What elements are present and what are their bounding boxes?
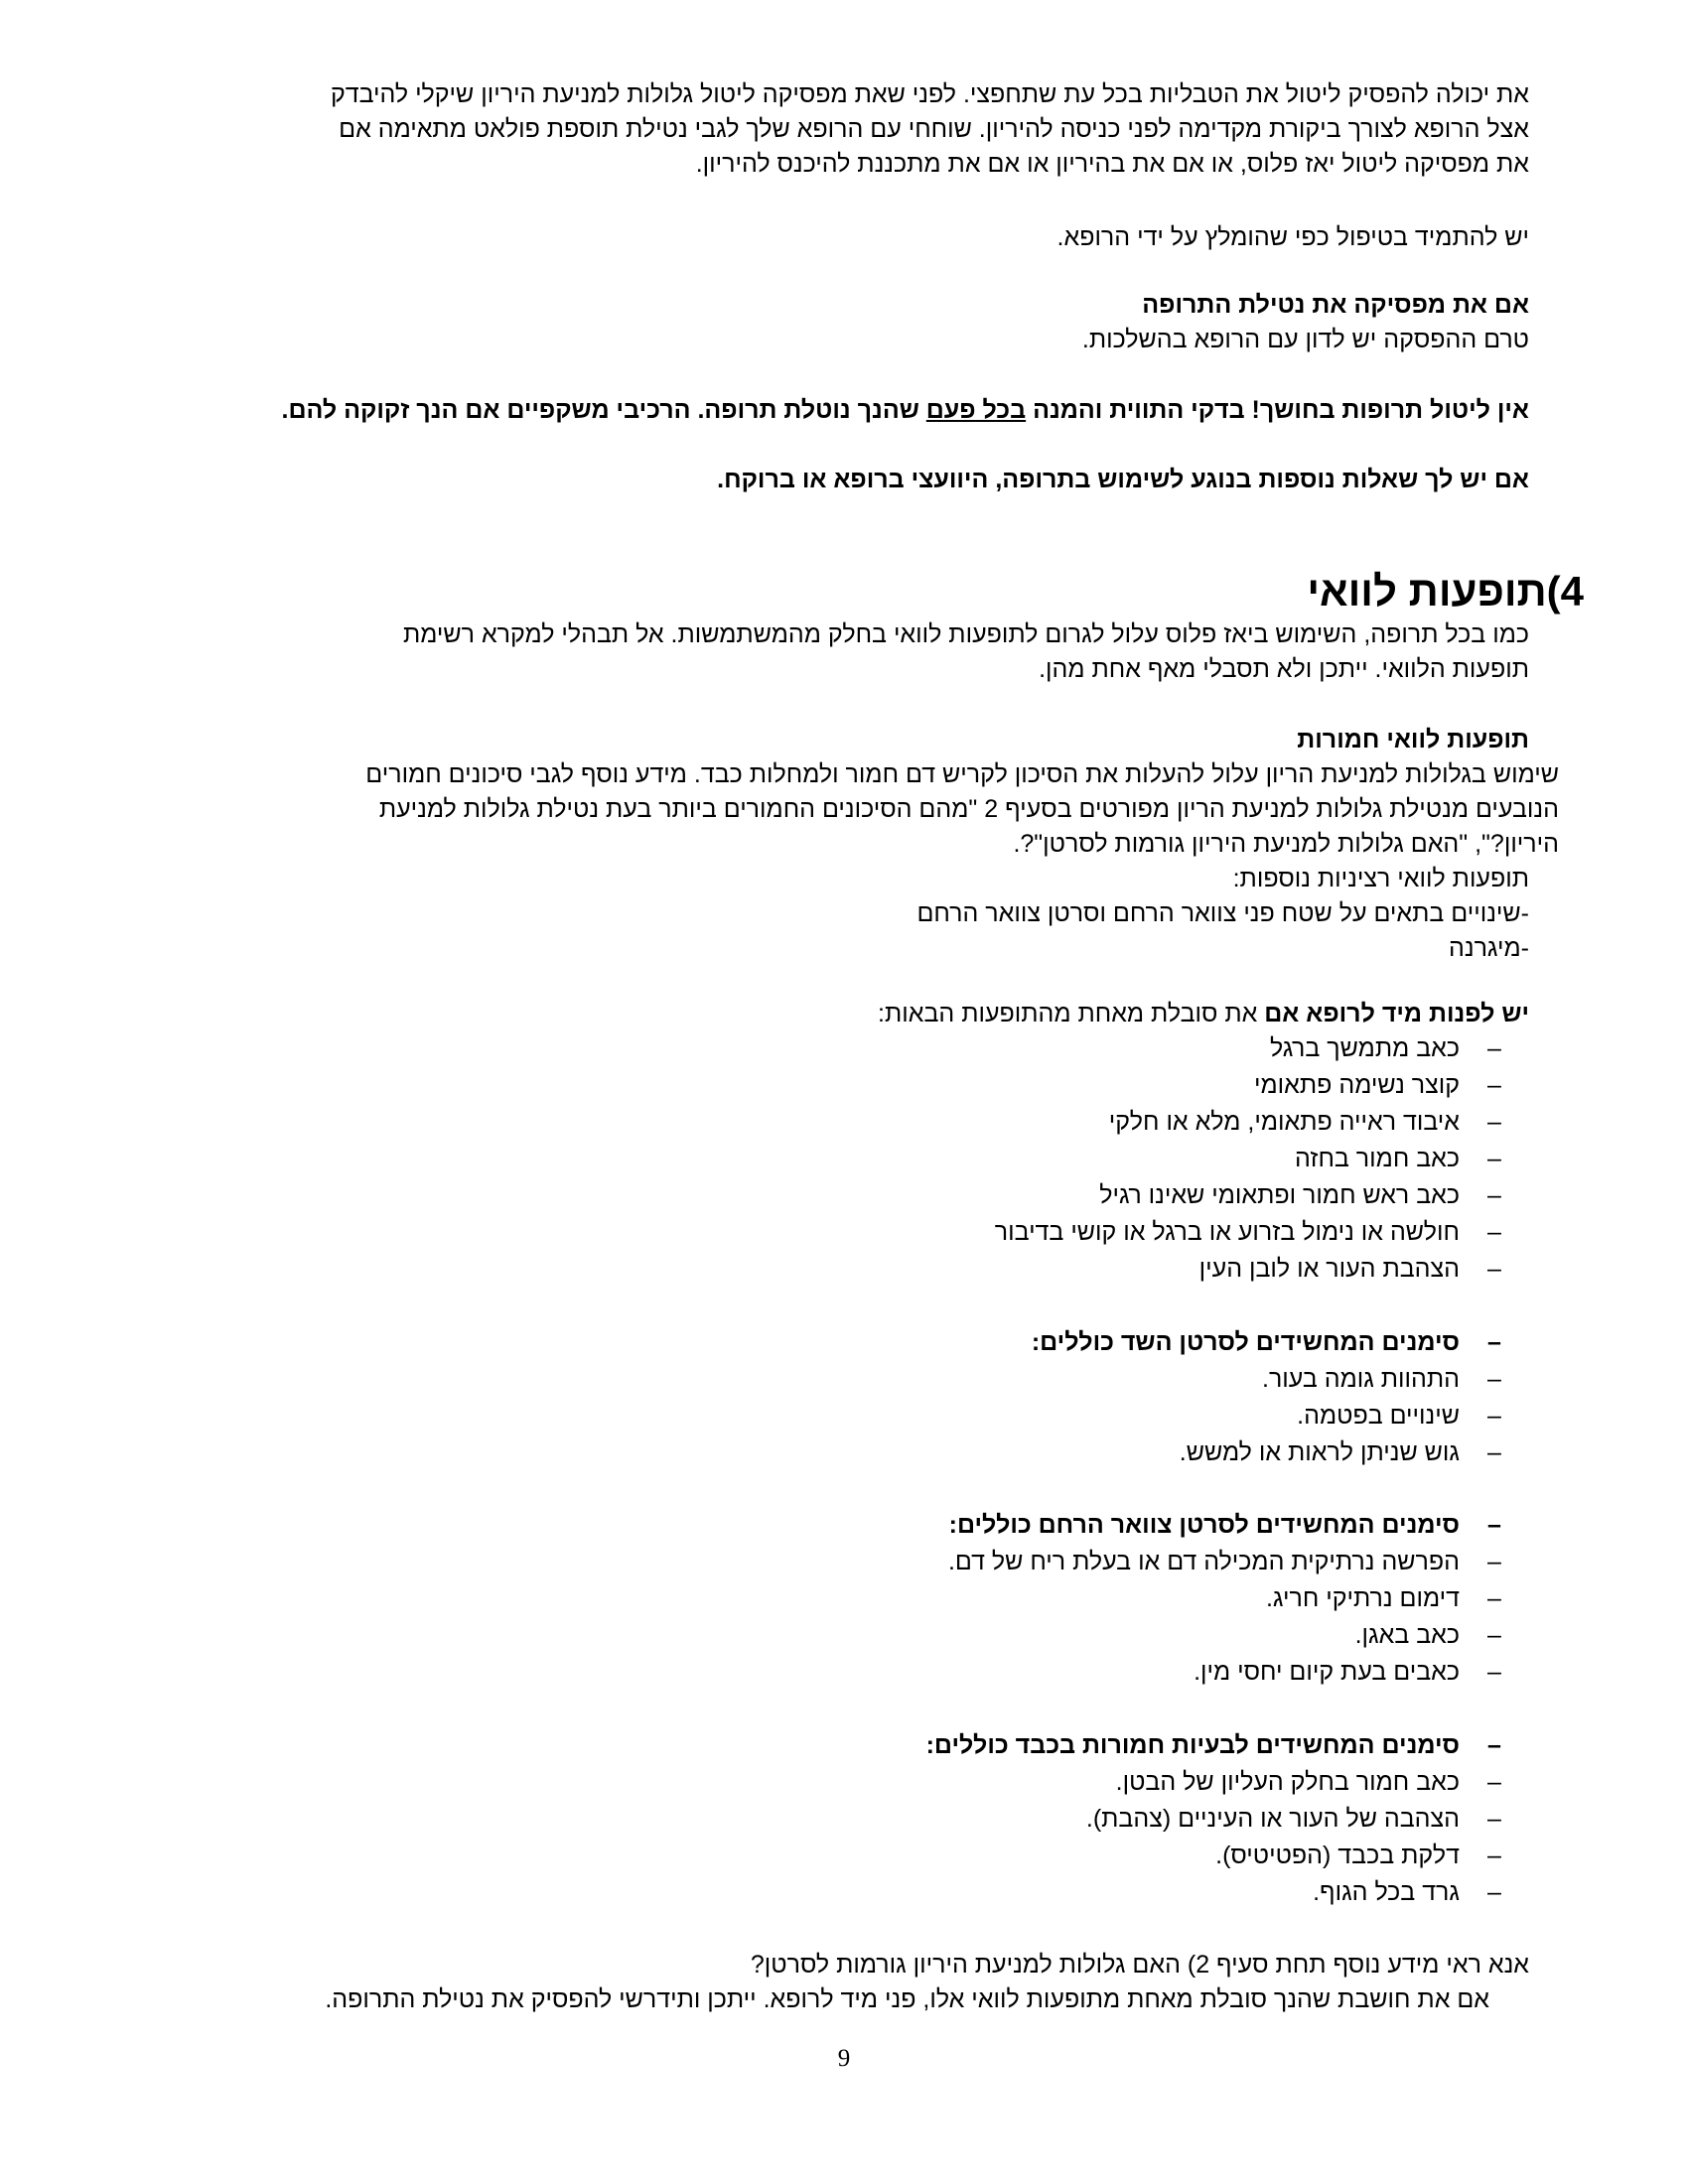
list-item: [735, 1030, 1529, 1067]
list-heading: [735, 1507, 1529, 1544]
serious-line-5: -שינויים בתאים על שטח פני צוואר הרחם וסרטן צוואר הרחם: [916, 899, 1529, 927]
list-item-text: שינויים בפטמה.: [1297, 1402, 1460, 1430]
cervix-heading: סימנים המחשידים לסרטן צוואר הרחם כוללים:: [948, 1511, 1460, 1539]
list-dash: –: [1487, 1328, 1501, 1356]
serious-line-1: שימוש בגלולות למניעת הריון עלול להעלות את הסיכון לקריש דם חמור ולמחלות כבד. מידע נוסף לגבי סיכונים חמורים: [365, 760, 1559, 788]
closing-line-2: אם את חושבת שהנך סובלת מאחת מתופעות לוואי אלו, פני מיד לרופא. ייתכן ותידרשי להפסיק את נטילת התרופה.: [325, 1985, 1489, 2013]
serious-line-4: תופעות לוואי רציניות נוספות:: [1232, 865, 1529, 892]
section-4-line-2: תופעות הלוואי. ייתכן ולא תסבלי מאף אחת מהן.: [1039, 655, 1529, 683]
list-item: [735, 1104, 1529, 1141]
warning-part-1: אין ליטול תרופות בחושך! בדקי התווית והמנה: [1026, 396, 1529, 424]
list-item-text: כאב באגן.: [1354, 1621, 1460, 1649]
list-dash: –: [1487, 1071, 1501, 1099]
questions-paragraph: [159, 463, 1529, 497]
questions-line: אם יש לך שאלות נוספות בנוגע לשימוש בתרופה, היוועצי ברופא או ברוקח.: [717, 466, 1529, 493]
doctor-rest: את סובלת מאחת מהתופעות הבאות:: [878, 1000, 1265, 1027]
list-dash: –: [1487, 1402, 1501, 1430]
list-item: [735, 1654, 1529, 1691]
page-number: 9: [837, 2045, 851, 2072]
list-dash: –: [1487, 1365, 1501, 1393]
list-item-text: כאב חמור בחלק העליון של הבטן.: [1115, 1768, 1460, 1796]
list-dash: –: [1487, 1584, 1501, 1612]
warning-part-2: שהנך נוטלת תרופה. הרכיבי משקפיים אם הנך זקוקה להם.: [281, 396, 926, 424]
list-dash: –: [1487, 1181, 1501, 1209]
list-item: [735, 1544, 1529, 1580]
section-4-line-1: כמו בכל תרופה, השימוש ביאז פלוס עלול לגרום לתופעות לוואי בחלק מהמשתמשות. אל תבהלי למקרא רשימת: [402, 620, 1529, 648]
list-dash: –: [1487, 1255, 1501, 1283]
list-dash: –: [1487, 1548, 1501, 1575]
doctor-intro: [159, 997, 1529, 1031]
serious-line-3: היריון?", "האם גלולות למניעת היריון גורמות לסרטן"?.: [1013, 830, 1559, 858]
list-item-text: חולשה או נימול בזרוע או ברגל או קושי בדיבור: [994, 1218, 1460, 1246]
intro-line-1: את יכולה להפסיק ליטול את הטבליות בכל עת שתחפצי. לפני שאת מפסיקה ליטול גלולות למניעת היריון שיקלי להיבדק: [330, 80, 1529, 108]
closing-paragraph: [149, 1948, 1529, 2017]
list-item-text: התהוות גומה בעור.: [1262, 1365, 1460, 1393]
list-item: [735, 1067, 1529, 1104]
list-item-text: כאבים בעת קיום יחסי מין.: [1194, 1658, 1460, 1686]
list-item-text: הצהבת העור או לובן העין: [1198, 1255, 1460, 1283]
list-dash: –: [1487, 1878, 1501, 1906]
stop-heading: אם את מפסיקה את נטילת התרופה: [1142, 291, 1529, 319]
doctor-symptom-list: [735, 1030, 1529, 1288]
section-4-intro: [238, 617, 1529, 687]
section-4-title: 4)תופעות לוואי: [1307, 568, 1584, 614]
liver-heading: סימנים המחשידים לבעיות חמורות בכבד כוללים:: [925, 1731, 1460, 1759]
list-heading: [735, 1324, 1529, 1361]
doctor-line: [159, 997, 1529, 1031]
cervical-cancer-signs: [735, 1507, 1529, 1691]
serious-side-effects: [159, 723, 1559, 966]
list-dash: –: [1487, 1621, 1501, 1649]
warning-line: [89, 393, 1529, 428]
list-item: [735, 1214, 1529, 1251]
list-item-text: כאב ראש חמור ופתאומי שאינו רגיל: [1099, 1181, 1460, 1209]
serious-heading: תופעות לוואי חמורות: [1297, 726, 1529, 753]
continue-treatment-text: [159, 220, 1529, 255]
list-dash: –: [1487, 1034, 1501, 1062]
list-item-text: הפרשה נרתיקית המכילה דם או בעלת ריח של דם.: [947, 1548, 1460, 1575]
list-item-text: דלקת בכבד (הפטיטיס).: [1215, 1842, 1460, 1869]
list-dash: –: [1487, 1145, 1501, 1172]
list-dash: –: [1487, 1805, 1501, 1833]
list-dash: –: [1487, 1731, 1501, 1759]
intro-paragraph: [159, 77, 1529, 182]
list-item: [735, 1874, 1529, 1911]
doctor-bold: יש לפנות מיד לרופא אם: [1264, 1000, 1529, 1027]
list-item: [735, 1434, 1529, 1471]
serious-line-6: -מיגרנה: [1449, 934, 1529, 962]
stop-section: [159, 288, 1529, 357]
list-item: [735, 1580, 1529, 1617]
list-dash: –: [1487, 1438, 1501, 1466]
warning-paragraph: [89, 393, 1529, 428]
list-item-text: הצהבה של העור או העיניים (צהבת).: [1085, 1805, 1460, 1833]
warning-underlined: בכל פעם: [925, 396, 1027, 424]
list-item: [735, 1764, 1529, 1801]
intro-line-2: אצל הרופא לצורך ביקורת מקדימה לפני כניסה להיריון. שוחחי עם הרופא שלך לגבי נטילת תוספת פולאט מתאימה אם: [339, 115, 1529, 143]
list-dash: –: [1487, 1658, 1501, 1686]
liver-problem-signs: [735, 1727, 1529, 1911]
list-item: [735, 1398, 1529, 1434]
list-heading: [735, 1727, 1529, 1764]
intro-line-3: את מפסיקה ליטול יאז פלוס, או אם את בהיריון או אם את מתכננת להיכנס להיריון.: [695, 150, 1529, 178]
serious-line-2: הנובעים מנטילת גלולות למניעת הריון מפורטים בסעיף 2 "מהם הסיכונים החמורים ביותר בעת נטילת גלולות למניעת: [378, 795, 1559, 823]
list-dash: –: [1487, 1768, 1501, 1796]
list-item: [735, 1177, 1529, 1214]
list-item: [735, 1617, 1529, 1654]
list-item-text: איבוד ראייה פתאומי, מלא או חלקי: [1108, 1108, 1460, 1136]
continue-line: יש להתמיד בטיפול כפי שהומלץ על ידי הרופא.: [1056, 223, 1529, 251]
list-item-text: קוצר נשימה פתאומי: [1254, 1071, 1460, 1099]
list-item: [735, 1361, 1529, 1398]
list-item-text: דימום נרתיקי חריג.: [1265, 1584, 1460, 1612]
closing-line-1: אנא ראי מידע נוסף תחת סעיף 2) האם גלולות למניעת היריון גורמות לסרטן?: [750, 1951, 1529, 1979]
breast-cancer-signs: [735, 1324, 1529, 1471]
list-item: [735, 1801, 1529, 1838]
list-item-text: כאב חמור בחזה: [1295, 1145, 1460, 1172]
breast-heading: סימנים המחשידים לסרטן השד כוללים:: [1031, 1328, 1460, 1356]
list-dash: –: [1487, 1218, 1501, 1246]
list-dash: –: [1487, 1511, 1501, 1539]
list-item-text: גרד בכל הגוף.: [1313, 1878, 1460, 1906]
stop-text: טרם ההפסקה יש לדון עם הרופא בהשלכות.: [1081, 326, 1529, 353]
list-dash: –: [1487, 1108, 1501, 1136]
list-dash: –: [1487, 1842, 1501, 1869]
list-item-text: גוש שניתן לראות או למשש.: [1179, 1438, 1460, 1466]
list-item-text: כאב מתמשך ברגל: [1269, 1034, 1460, 1062]
list-item: [735, 1141, 1529, 1177]
list-item: [735, 1838, 1529, 1874]
list-item: [735, 1251, 1529, 1288]
